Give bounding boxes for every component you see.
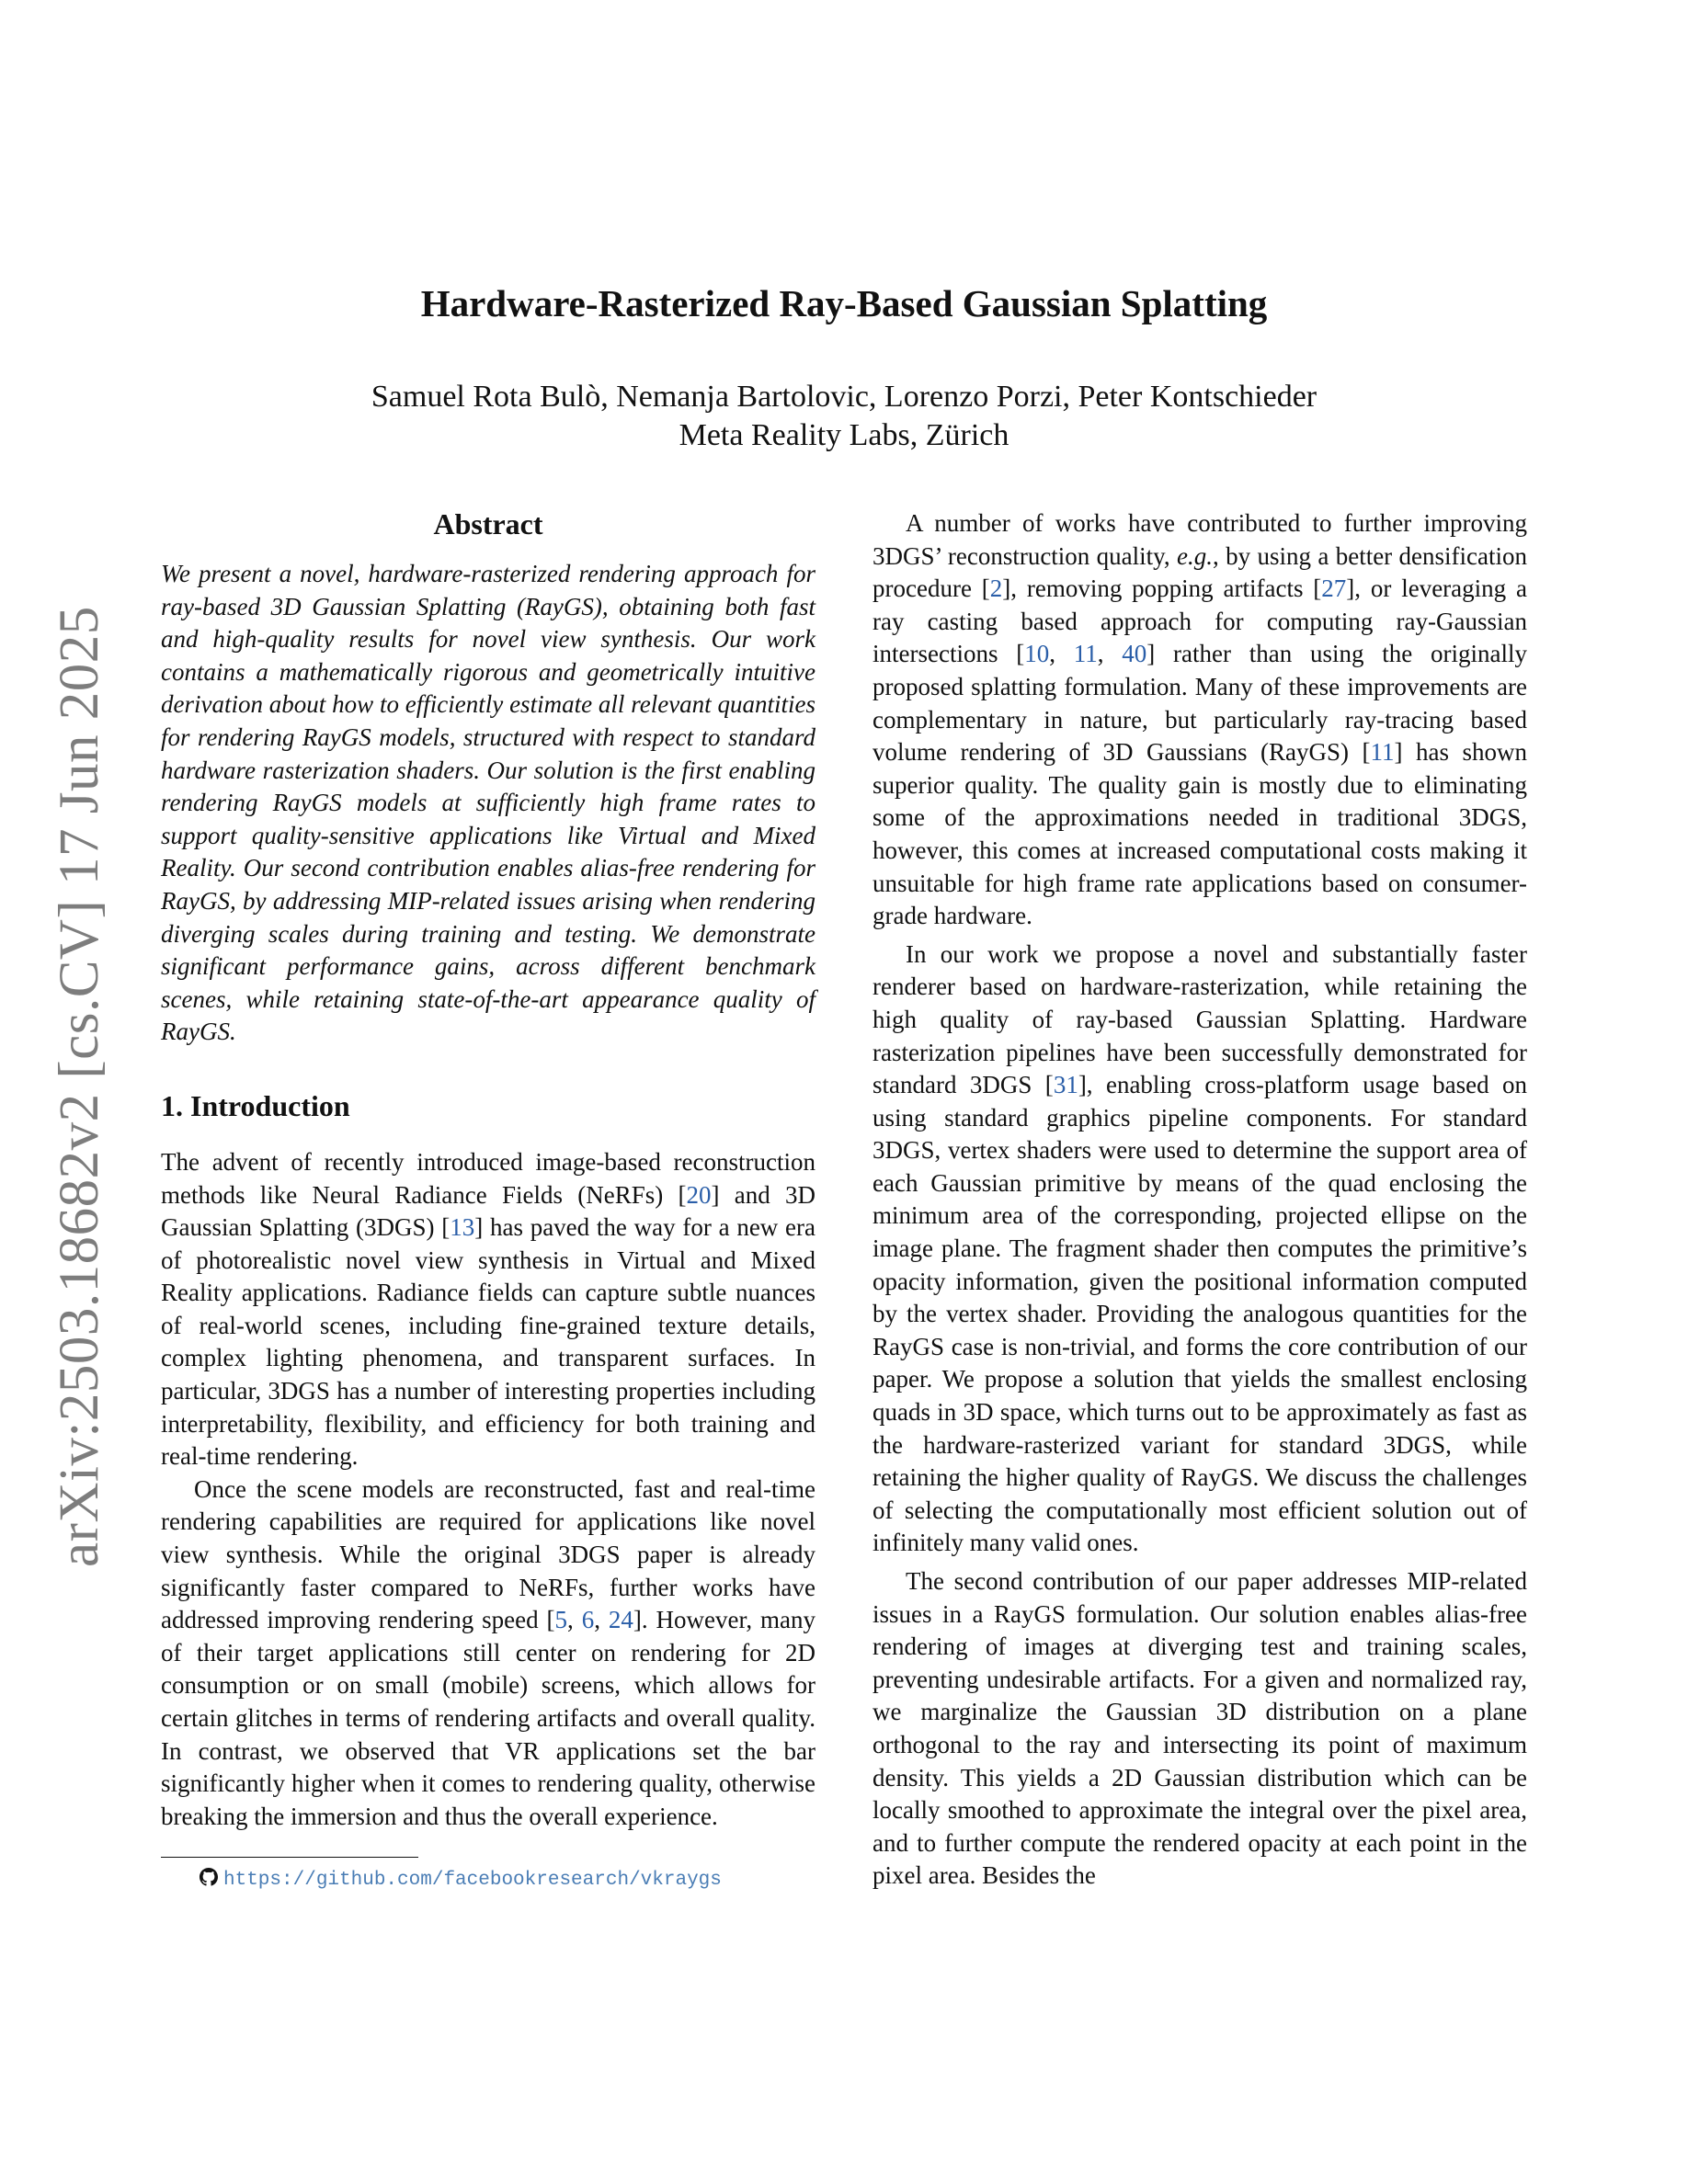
arxiv-identifier: arXiv:2503.18682v2 [cs.CV] 17 Jun 2025 — [49, 606, 110, 1567]
left-column — [161, 504, 815, 1894]
author-list: Samuel Rota Bulò, Nemanja Bartolovic, Lorenzo Porzi, Peter Kontschieder — [371, 380, 1317, 414]
right-paragraph-1: A number of works have contributed to further improving 3DGS’ reconstruction quality, e.g., by using a better densification procedure [2], removing popping artifacts [27], or leveraging a ray casting based approach for computing ray-Gaussian intersections [10, 11, 40] rather than using the originally proposed splatting formulation. Many of these improvements are complementary in nature, but particularly ray-tracing based volume rendering of 3D Gaussians (RayGS) [11] has shown superior quality. The quality gain is mostly due to eliminating some of the approximations needed in traditional 3DGS, however, this comes at increased computational costs making it unsuitable for high frame rate applications based on consumer-grade hardware. — [873, 509, 1527, 930]
citation-link[interactable]: 24 — [608, 1606, 633, 1634]
abstract-text: We present a novel, hardware-rasterized rendering approach for ray-based 3D Gaussian Splatting (RayGS), obtaining both fast and high-quality results for novel view synthesis. Our work contains a mathematically rigorous and geometrically intuitive derivation about how to efficiently estimate all relevant quantities for rendering RayGS models, structured with respect to standard hardware rasterization shaders. Our solution is the first enabling rendering RayGS models at sufficiently high frame rates to support quality-sensitive applications like Virtual and Mixed Reality. Our second contribution enables alias-free rendering for RayGS, by addressing MIP-related issues arising when rendering diverging scales during training and testing. We demonstrate significant performance gains, across different benchmark scenes, while retaining state-of-the-art appearance quality of RayGS. — [161, 560, 815, 1046]
citation-link[interactable]: 11 — [1073, 640, 1098, 668]
section-heading-introduction: 1. Introduction — [161, 1088, 350, 1122]
citation-link[interactable]: 27 — [1321, 574, 1347, 603]
citation-link[interactable]: 11 — [1370, 738, 1395, 767]
footnote-divider — [161, 1857, 418, 1858]
citation-link[interactable]: 20 — [686, 1180, 712, 1209]
citation-link[interactable]: 2 — [989, 574, 1003, 603]
paper-title: Hardware-Rasterized Ray-Based Gaussian Splatting — [420, 282, 1268, 324]
right-paragraph-2: In our work we propose a novel and substantially faster renderer based on hardware-rasterization, while retaining the high quality of ray-based Gaussian Splatting. Hardware rasterization pipelines have been successfully demonstrated for standard 3DGS [31], enabling cross-platform usage based on using standard graphics pipeline components. For standard 3DGS, vertex shaders were used to determine the support area of each Gaussian primitive by means of the quad enclosing the minimum area of the corresponding, projected ellipse on the image plane. The fragment shader then computes the primitive’s opacity information, given the positional information computed by the vertex shader. Providing the analogous quantities for the RayGS case is non-trivial, and forms the core contribution of our paper. We propose a solution that yields the smallest enclosing quads in 3D space, which turns out to be approximately as fast as the hardware-rasterized variant for standard 3DGS, while retaining the higher quality of RayGS. We discuss the challenges of selecting the computationally most efficient solution out of infinitely many valid ones. — [873, 939, 1527, 1557]
github-icon — [200, 1868, 218, 1886]
intro-paragraph-2: Once the scene models are reconstructed, fast and real-time rendering capabilities are required for applications like novel view synthesis. While the original 3DGS paper is already significantly faster compared to NeRFs, further works have addressed improving rendering speed [5, 6, 24]. However, many of their target applications still center on rendering for 2D consumption or on small (mobile) screens, which allows for certain glitches in terms of rendering artifacts and overall quality. In contrast, we observed that VR applications set the bar significantly higher when it comes to rendering quality, otherwise breaking the immersion and thus the overall experience. — [161, 1474, 816, 1830]
right-paragraph-3: The second contribution of our paper addresses MIP-related issues in a RayGS formulation. Our solution enables alias-free rendering of images at diverging test and training scales, preventing undesirable artifacts. For a given and normalized ray, we marginalize the Gaussian 3D distribution on a plane orthogonal to the ray and intersecting its point of maximum density. This yields a 2D Gaussian distribution which can be locally smoothed to approximate the integral over the pixel area, and to further compute the rendered opacity at each point in the pixel area. Besides the — [873, 1567, 1527, 1890]
intro-paragraph-1: The advent of recently introduced image-based reconstruction methods like Neural Radiance Fields (NeRFs) [20] and 3D Gaussian Splatting (3DGS) [13] has paved the way for a new era of photorealistic novel view synthesis in Virtual and Mixed Reality applications. Radiance fields can capture subtle nuances of real-world scenes, including fine-grained texture details, complex lighting phenomena, and transparent surfaces. In particular, 3DGS has a number of interesting properties including interpretability, flexibility, and efficiency for both training and real-time rendering. — [161, 1147, 815, 1471]
citation-link[interactable]: 31 — [1053, 1071, 1078, 1099]
right-column — [873, 507, 1527, 1893]
citation-link[interactable]: 13 — [450, 1213, 475, 1242]
citation-link[interactable]: 5 — [554, 1606, 568, 1634]
abstract-heading: Abstract — [433, 507, 543, 540]
citation-link[interactable]: 40 — [1122, 640, 1147, 668]
citation-link[interactable]: 6 — [581, 1606, 595, 1634]
footnote-url[interactable]: https://github.com/facebookresearch/vkraygs — [223, 1870, 722, 1892]
citation-link[interactable]: 10 — [1024, 640, 1050, 668]
footnote-github-link[interactable] — [161, 1867, 815, 1894]
affiliation: Meta Reality Labs, Zürich — [679, 418, 1009, 452]
